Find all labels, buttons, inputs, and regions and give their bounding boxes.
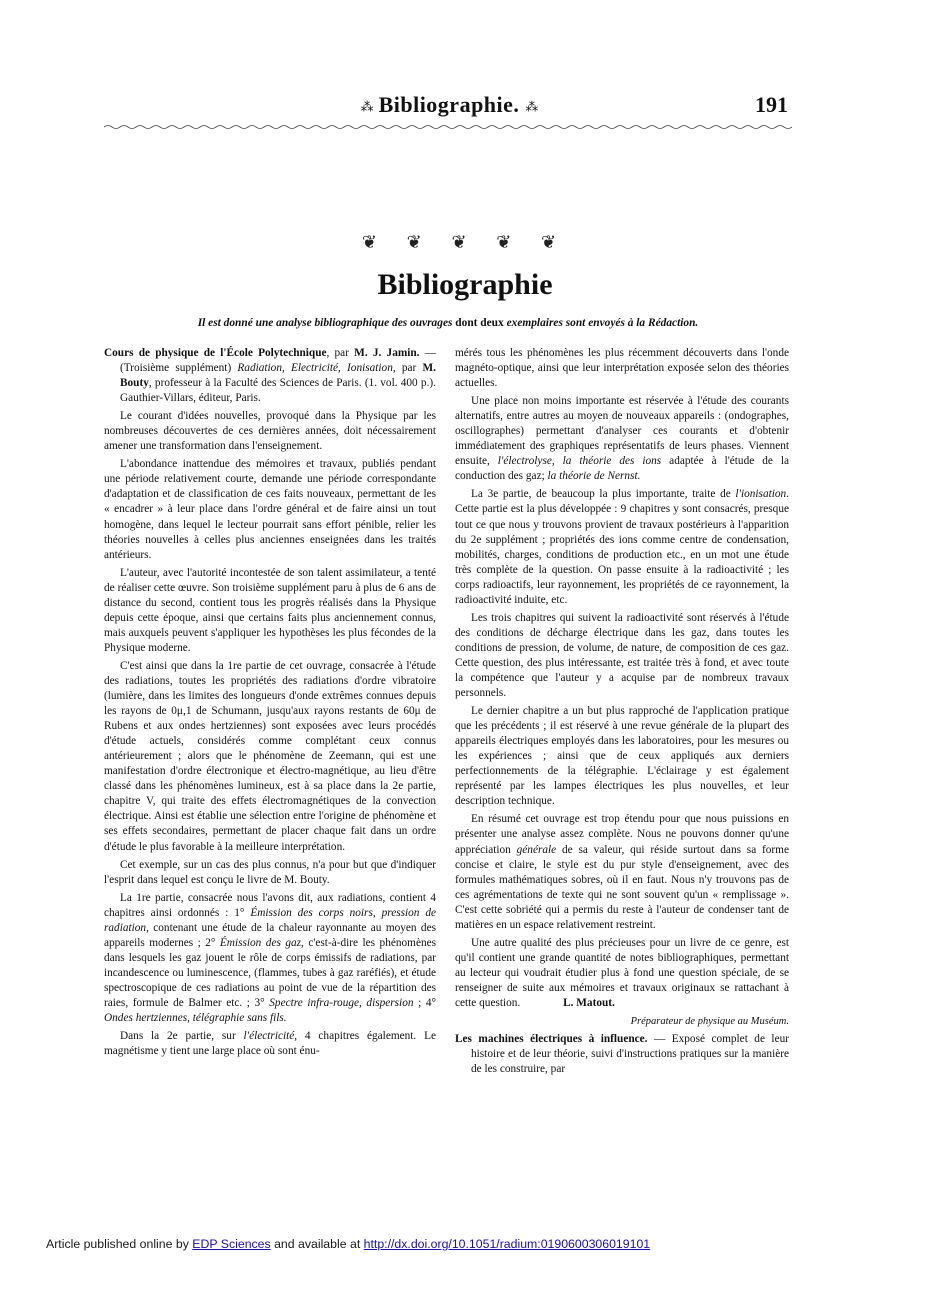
- text-span: , contenant une étude de la chaleur rayonnante au moyen des appareils modernes ; 2°: [104, 921, 436, 949]
- entry-topics: Radiation, Electricité, Ionisation: [237, 362, 393, 375]
- ornament-left-icon: ⁂: [360, 98, 373, 114]
- text-span: ; 4°: [413, 996, 436, 1009]
- text-span: — (Troisième supplément): [120, 347, 437, 375]
- wavy-rule-divider: [104, 124, 794, 130]
- italic-span: l'électrolyse, la théorie des ions: [497, 455, 662, 468]
- text-span: , par: [326, 347, 355, 359]
- signature-name: L. Matout.: [563, 996, 615, 1009]
- paragraph: Cet exemple, sur un cas des plus connus, n'a pour but que d'indiquer l'esprit dans lequel est conçu le livre de M. Bouty.: [104, 858, 436, 886]
- entry-title: Les machines électriques à influence.: [455, 1033, 648, 1046]
- italic-span: l'électricité: [243, 1030, 295, 1043]
- text-span: Une autre qualité des plus précieuses pour un livre de ce genre, est qu'il contient une grande quantité de notes bibliographiques, permettant au lecteur qui voudrait étudier plus à fond une question spéciale, de se renseigner de suite aux mémoires et travaux originaux se rattachant à cette question.: [455, 936, 789, 1009]
- running-head-title-group: [104, 92, 794, 118]
- text-span: La 1re partie, consacrée nous l'avons dit, aux radiations, contient 4 chapitres ainsi ordonnés : 1°: [104, 891, 436, 919]
- subtitle: [104, 317, 792, 329]
- text-span: En résumé cet ouvrage est trop étendu pour que nous puissions en présenter une analyse assez complète. Nous ne pouvons donner qu'une appréciation: [455, 813, 789, 856]
- italic-span: la théorie de Nernst.: [547, 470, 641, 483]
- italic-span: Spectre infra-rouge, dispersion: [269, 996, 414, 1009]
- running-head-title: Bibliographie.: [378, 92, 520, 117]
- doi-link[interactable]: http://dx.doi.org/10.1051/radium:0190600306019101: [363, 1237, 651, 1251]
- italic-span: Émission des gaz: [219, 936, 302, 949]
- entry-author-2: M. Bouty: [120, 362, 436, 390]
- page-title: Bibliographie: [377, 268, 553, 301]
- italic-span: Émission des corps noirs, pression de radiation: [104, 906, 436, 934]
- text-span: , professeur à la Faculté des Sciences de Paris. (1. vol. 400 p.). Gauthier-Villars, éditeur, Paris.: [120, 377, 436, 405]
- paragraph: C'est ainsi que dans la 1re partie de cet ouvrage, consacrée à l'étude des radiations, toutes les propriétés des radiations d'ordre vibratoire (lumière, dans les limites des longueurs d'onde extrêmes connues depuis les rayons de 0μ,1 de Schumann, jusqu'aux rayons restants de 60μ de Rubens et aux ondes hertziennes) sont exposées avec leurs procédés d'étude actuels, considérés comme complétant ceux connus antérieurement ; alors que le phénomène de Zeemann, qui est une manifestation d'ordre électronique et électro-magnétique, au lieu d'être classé dans les phénomènes lumineux, est à sa place dans la 2e partie, chapitre V, qui traite des effets électromagnétiques de la convection électrique. Ainsi est établie une sélection entre l'origine de phénomène et ses effets secondaires, permettant de placer chaque fait dans un ordre d'étude le plus favorable à la meilleure interprétation.: [104, 659, 436, 853]
- paragraph: mérés tous les phénomènes les plus récemment découverts dans l'onde magnéto-optique, ainsi que leur interprétation exposée selon des théories actuelles.: [455, 347, 789, 390]
- text-span: La 3e partie, de beaucoup la plus importante, traite de: [471, 488, 736, 501]
- paragraph: L'abondance inattendue des mémoires et travaux, publiés pendant une période relativement courte, demande une période correspondante d'adaptation et de classification de ces faits nouveaux, permettant de les « encadrer » à leur place dans l'ordre général et de faire ainsi un tout homogène, dans lequel le lecteur pourrait sans effort pénible, relier les théories nouvelles à celles plus anciennes enseignées dans les traités antérieurs.: [104, 458, 436, 561]
- paragraph: [455, 812, 789, 932]
- paragraph-with-signature: [455, 936, 789, 1011]
- text-span: Une place non moins importante est réservée à l'étude des courants alternatifs, entre autres au moyen de nouveaux appareils : (ondographes, oscillographes) permettant d'analyser ces courants et d'obtenir immédiatement des graphiques représentatifs de leurs phases. Viennent ensuite,: [455, 395, 789, 468]
- paragraph: [455, 487, 789, 607]
- text-span: adaptée à l'étude de la conduction des gaz;: [455, 455, 789, 483]
- text-span: , par: [392, 362, 423, 375]
- text-span: . Cette partie est la plus développée : 9 chapitres y sont consacrés, presque tout ce que nous y trouvons provient de travaux postérieurs à l'apparition du 2e supplément ; propriétés des ions comme centre de condensation, mobilités, charges, conditions de production etc., en un mot une étude très complète de la question. On passe ensuite à la radioactivité ; les corps radioactifs, leur rayonnement, les propriétés de ce rayonnement, la radioactivité induite, etc.: [455, 488, 789, 606]
- right-column: [455, 346, 789, 1080]
- paragraph: Les trois chapitres qui suivent la radioactivité sont réservés à l'étude des conditions de décharge électrique dans les gaz, dans toutes les conditions de pression, de volume, de nature, de composition de ces gaz. Cette question, des plus intéressante, est traitée très à fond, et avec toute la compétence que l'auteur y a acquise par de nombreux travaux personnels.: [455, 611, 789, 700]
- entry-author: M. J. Jamin.: [354, 347, 420, 359]
- fleuron-ornament-icon: ❦ ❦ ❦ ❦ ❦: [361, 232, 569, 253]
- paragraph: [455, 394, 789, 484]
- paragraph: [104, 891, 436, 1026]
- paragraph: Le dernier chapitre a un but plus rapproché de l'application pratique que les précédents ; il est réservé à une revue générale de la plupart des appareils électriques employés dans les laboratoires, pour les mesures ou les expériences ; ainsi que de ceux appliqués aux derniers perfectionnements de la télégraphie. L'éclairage y est également représenté par les lampes électriques les plus nouvelles, et leur description technique.: [455, 705, 789, 808]
- left-column: [104, 346, 436, 1062]
- publication-footer: [46, 1237, 650, 1251]
- entry-title: Cours de physique de l'École Polytechnique: [104, 347, 327, 359]
- italic-span: Ondes hertziennes, télégraphie sans fils.: [104, 1012, 287, 1025]
- italic-span: l'ionisation: [735, 488, 787, 501]
- entry-header-machines: [455, 1032, 789, 1077]
- ornament-right-icon: ⁂: [525, 98, 538, 114]
- paragraph: L'auteur, avec l'autorité incontestée de son talent assimilateur, a tenté de réaliser cette œuvre. Son troisième supplément paru à plus de 6 ans de distance du second, contient tous les progrès réalisés dans la Physique depuis cette époque, ainsi que certains faits plus anciennement connus, mais auxquels peuvent s'appliquer les hypothèses les plus fécondes de la Physique moderne.: [104, 566, 436, 654]
- entry-header-cours-physique: [104, 346, 436, 406]
- subtitle-part-2: dont deux: [452, 317, 507, 329]
- paragraph: [104, 1029, 436, 1059]
- signature-role: Préparateur de physique au Muséum.: [630, 1016, 789, 1028]
- text-span: Dans la 2e partie, sur: [120, 1030, 244, 1043]
- footer-middle: and available at: [270, 1237, 364, 1251]
- paragraph: Le courant d'idées nouvelles, provoqué dans la Physique par les nombreuses découvertes de ces dernières années, doit nécessairement amener une transformation dans l'enseignement.: [104, 410, 436, 453]
- publisher-link[interactable]: EDP Sciences: [192, 1237, 271, 1251]
- text-span: de sa valeur, qui réside surtout dans sa forme concise et claire, le style est du pur style d'enseignement, avec des formules mathématiques sobres, où il en faut. Nous n'y trouvons pas de ces agrémentations de texte qui ne sont souvent qu'un « remplissage ». C'est cette sobriété qui a permis du reste à l'auteur de condenser tant de matières en un espace relativement restreint.: [455, 843, 789, 931]
- text-span: , 4 chapitres également. Le magnétisme y tient une large place où sont énu-: [104, 1030, 436, 1058]
- italic-span: générale: [516, 843, 557, 856]
- subtitle-part-1: Il est donné une analyse bibliographique des ouvrages: [197, 317, 453, 329]
- footer-prefix: Article published online by: [46, 1237, 193, 1251]
- page-number: 191: [755, 92, 788, 117]
- text-span: — Exposé complet de leur histoire et de leur théorie, suivi d'instructions pratiques sur la manière de les construire, par: [471, 1033, 789, 1076]
- running-head: [104, 92, 794, 126]
- subtitle-part-3: exemplaires sont envoyés à la Rédaction.: [506, 317, 699, 329]
- text-span: , c'est-à-dire les phénomènes dans lesquels les gaz jouent le rôle de corps émissifs de radiations, par incandescence ou luminescence, (flammes, tubes à gaz raréfiés), et étude spectroscopique de ces radiations au point de vue de la répartition des raies, formule de Balmer etc. ; 3°: [104, 936, 437, 1009]
